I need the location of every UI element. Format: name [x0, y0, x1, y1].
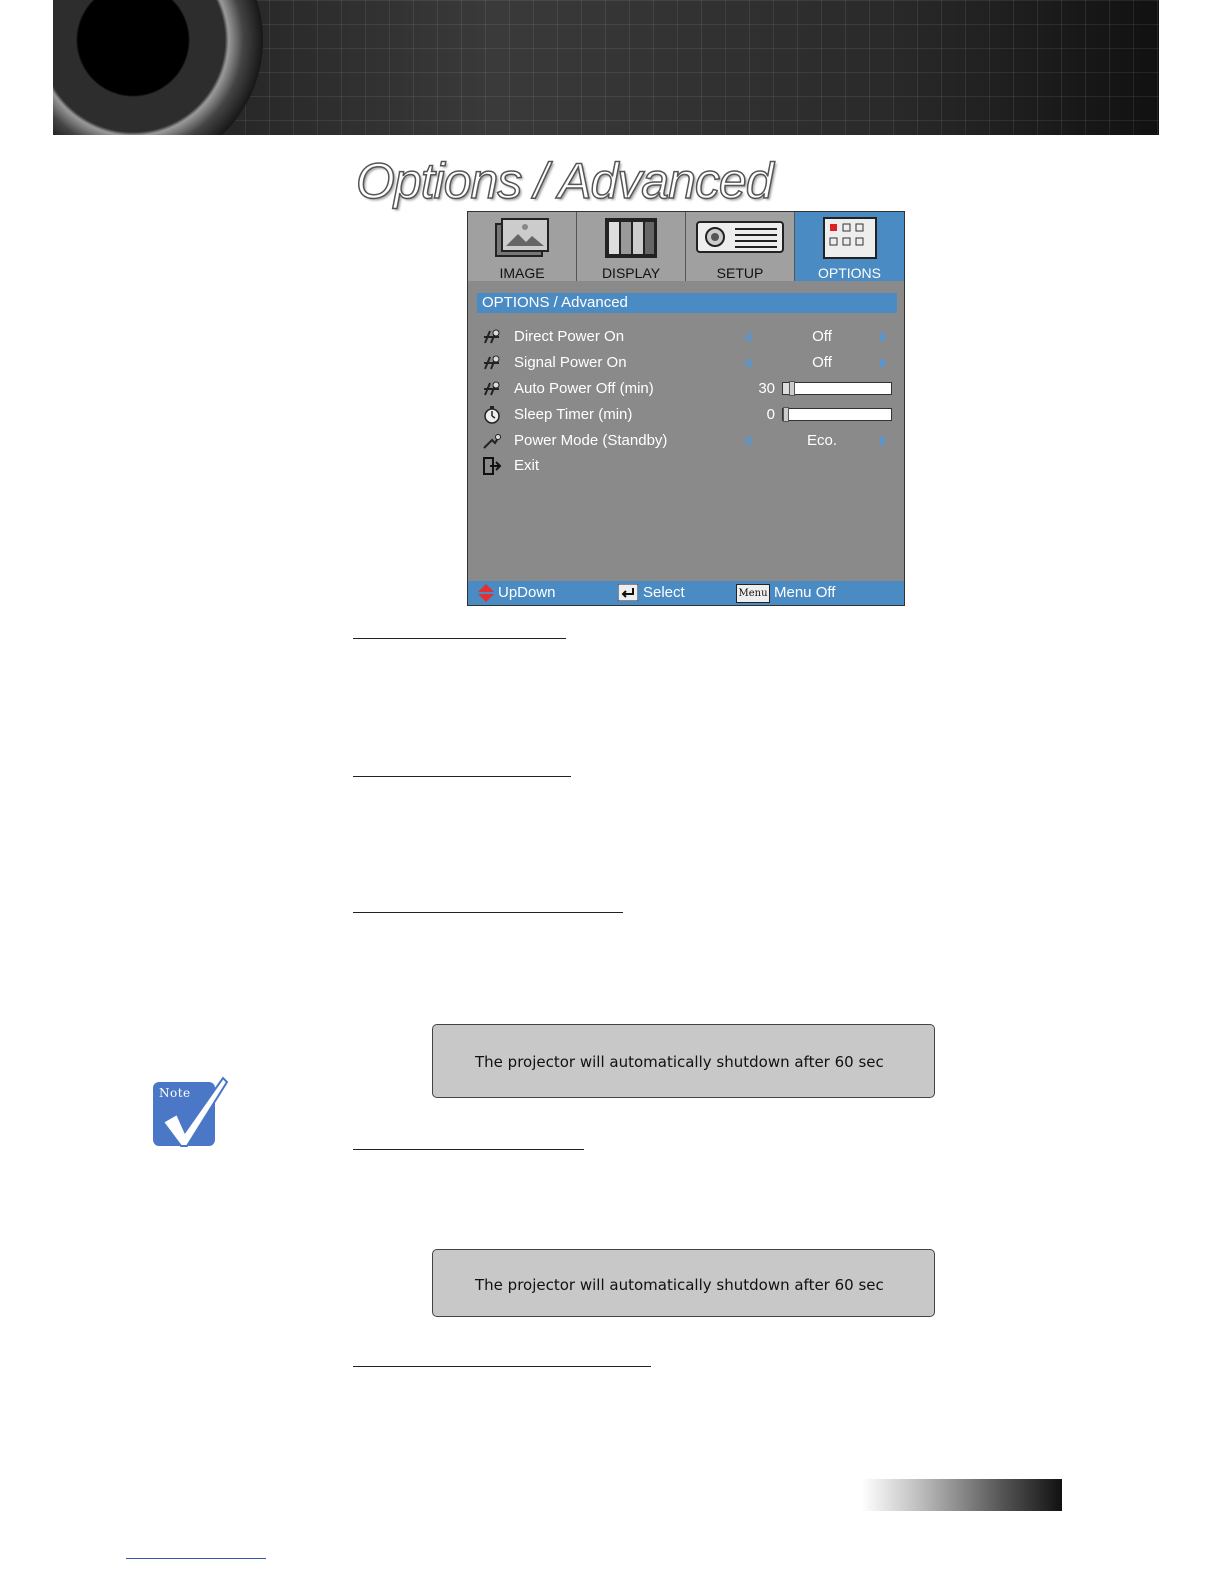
footer-select-label: Select	[643, 584, 685, 601]
note-icon	[153, 1082, 215, 1146]
menu-item-value: Eco.	[806, 432, 837, 449]
header-banner	[53, 0, 1159, 135]
updown-arrows-icon	[478, 584, 494, 602]
arrow-right-icon[interactable]	[880, 331, 887, 343]
power-plug-icon	[482, 328, 502, 346]
menu-item-exit[interactable]	[482, 455, 892, 477]
tab-image[interactable]	[468, 212, 577, 281]
clock-icon	[482, 406, 502, 424]
menu-item-label: Sleep Timer (min)	[514, 406, 633, 423]
menu-item-value: Off	[812, 354, 832, 371]
arrow-right-icon[interactable]	[880, 357, 887, 369]
menu-item-auto-power-off[interactable]	[482, 378, 892, 400]
tab-options[interactable]	[795, 212, 904, 281]
enter-key-icon	[618, 584, 638, 601]
section-rule	[353, 638, 566, 639]
tab-label: IMAGE	[499, 265, 545, 281]
page-title: Options / Advanced	[356, 153, 773, 209]
dialog-message: The projector will automatically shutdown after 60 sec	[475, 1276, 884, 1294]
menu-item-sleep-timer[interactable]	[482, 404, 892, 426]
menu-item-direct-power-on[interactable]	[482, 326, 892, 348]
submenu-title: OPTIONS / Advanced	[477, 293, 897, 313]
footer-updown-label: UpDown	[498, 584, 556, 601]
menu-item-label: Direct Power On	[514, 328, 625, 345]
menu-item-signal-power-on[interactable]	[482, 352, 892, 374]
shutdown-dialog	[432, 1024, 935, 1098]
section-rule	[353, 1149, 584, 1150]
arrow-left-icon[interactable]	[744, 435, 751, 447]
arrow-right-icon[interactable]	[880, 435, 887, 447]
arrow-left-icon[interactable]	[744, 357, 751, 369]
menu-item-label: Exit	[514, 457, 540, 474]
checkmark-icon	[153, 1074, 229, 1152]
menu-item-power-mode[interactable]	[482, 430, 892, 452]
tab-setup[interactable]	[686, 212, 795, 281]
power-plug-icon	[482, 354, 502, 372]
section-rule	[353, 1366, 651, 1367]
tab-label: OPTIONS	[817, 265, 881, 281]
exit-icon	[482, 457, 502, 475]
display-icon	[603, 216, 659, 262]
osd-tabs	[468, 212, 904, 282]
power-mode-icon	[482, 432, 502, 450]
menu-item-label: Power Mode (Standby)	[514, 432, 668, 449]
tab-label: DISPLAY	[601, 265, 661, 281]
lens-graphic	[53, 0, 263, 135]
image-icon	[492, 216, 552, 262]
osd-menu	[467, 211, 905, 606]
sleep-timer-slider[interactable]	[782, 408, 892, 421]
menu-item-label: Auto Power Off (min)	[514, 380, 654, 397]
auto-power-off-slider[interactable]	[782, 382, 892, 395]
footer-link-line	[126, 1558, 266, 1559]
slider-knob[interactable]	[789, 381, 795, 396]
menu-item-value: 30	[758, 380, 775, 397]
power-plug-icon	[482, 380, 502, 398]
dialog-message: The projector will automatically shutdown after 60 sec	[475, 1053, 884, 1071]
slider-knob[interactable]	[783, 407, 789, 422]
arrow-left-icon[interactable]	[744, 331, 751, 343]
setup-icon	[695, 216, 785, 256]
shutdown-dialog	[432, 1249, 935, 1317]
tab-label: SETUP	[716, 265, 764, 281]
menu-item-label: Signal Power On	[514, 354, 627, 371]
footer-menu-off-label: Menu Off	[774, 584, 836, 601]
page-number-tab	[862, 1479, 1062, 1511]
section-rule	[353, 912, 623, 913]
section-rule	[353, 776, 571, 777]
menu-key-icon: Menu	[736, 584, 770, 603]
osd-footer	[468, 581, 904, 605]
menu-item-value: Off	[812, 328, 832, 345]
options-icon	[822, 216, 878, 260]
tab-display[interactable]	[577, 212, 686, 281]
note-label: Note	[159, 1086, 191, 1100]
menu-item-value: 0	[766, 406, 775, 423]
